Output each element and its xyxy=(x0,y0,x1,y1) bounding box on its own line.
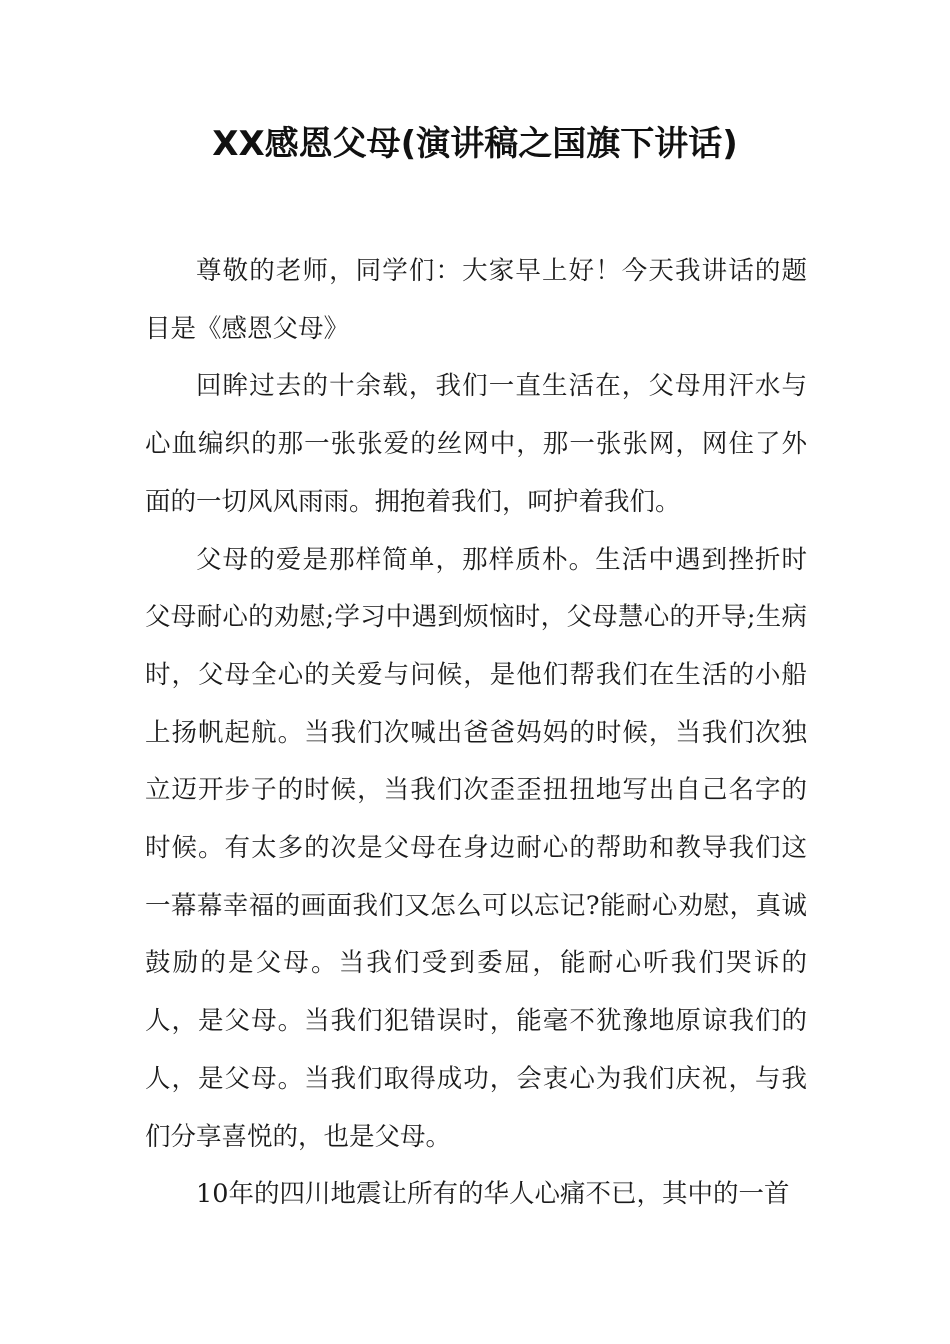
paragraph-parents-love: 父母的爱是那样简单，那样质朴。生活中遇到挫折时父母耐心的劝慰;学习中遇到烦恼时，父母慧心的开导;生病时，父母全心的关爱与问候，是他们帮我们在生活的小船上扬帆起航。当我们次喊出爸爸妈妈的时候，当我们次独立迈开步子的时候，当我们次歪歪扭扭地写出自己名字的时候。有太多的次是父母在身边耐心的帮助和教导我们这一幕幕幸福的画面我们又怎么可以忘记?能耐心劝慰，真诚鼓励的是父母。当我们受到委屈，能耐心听我们哭诉的人，是父母。当我们犯错误时，能毫不犹豫地原谅我们的人，是父母。当我们取得成功，会衷心为我们庆祝，与我们分享喜悦的，也是父母。 xyxy=(145,544,807,1152)
document-body xyxy=(145,243,807,1224)
document-title: XX感恩父母(演讲稿之国旗下讲话) xyxy=(212,124,738,164)
paragraph-greeting: 尊敬的老师，同学们：大家早上好！今天我讲话的题目是《感恩父母》 xyxy=(145,256,807,344)
paragraph-memories: 回眸过去的十余载，我们一直生活在，父母用汗水与心血编织的那一张张爱的丝网中，那一张张网，网住了外面的一切风风雨雨。拥抱着我们，呵护着我们。 xyxy=(145,371,807,517)
paragraph-earthquake: 10年的四川地震让所有的华人心痛不已，其中的一首 xyxy=(196,1179,790,1210)
